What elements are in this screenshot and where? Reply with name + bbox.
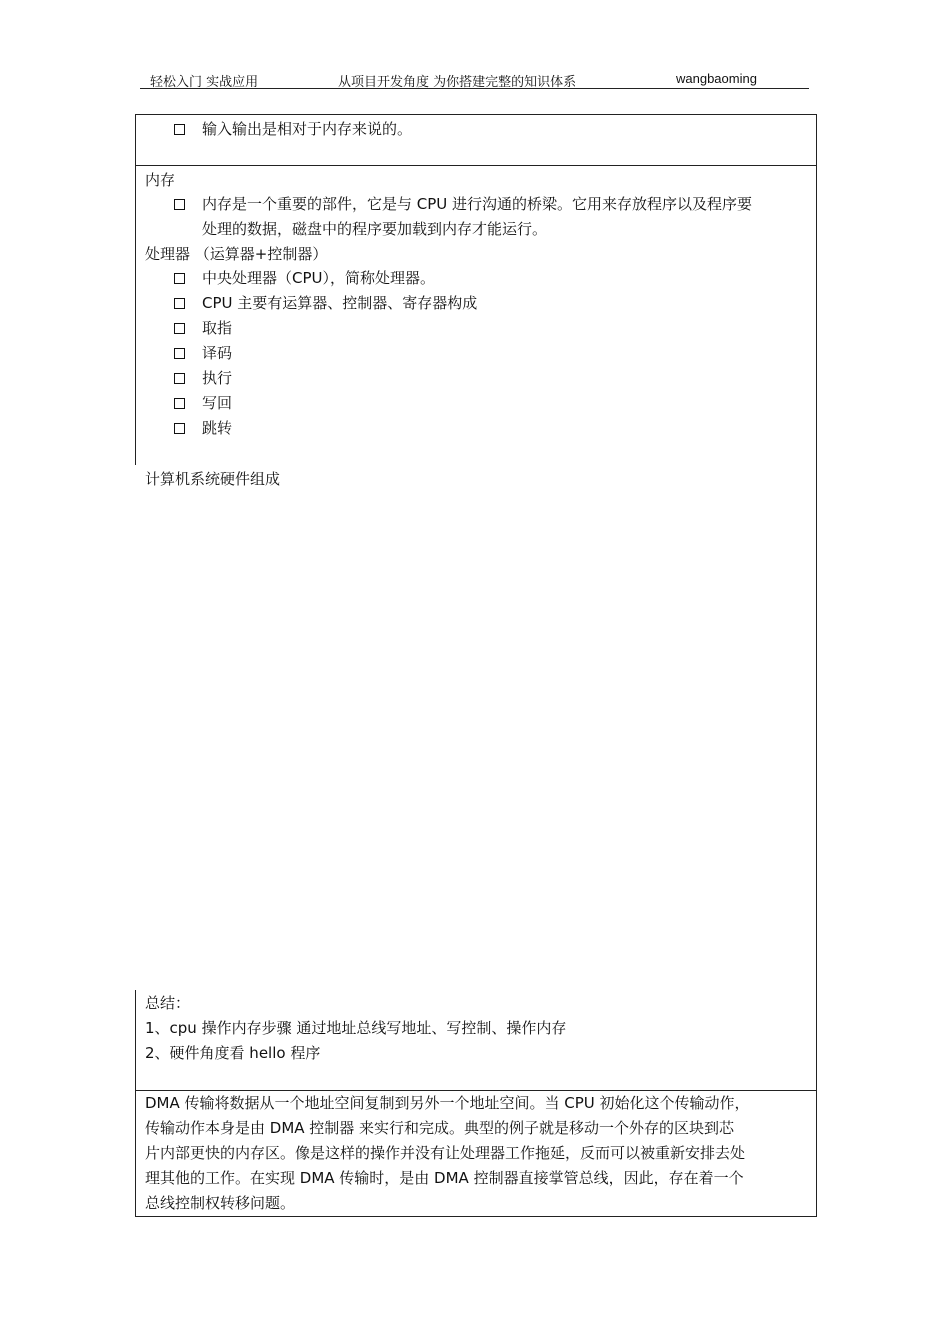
dma-line: 传输动作本身是由 DMA 控制器 来实行和完成。典型的例子就是移动一个外存的区块到芯 <box>145 1119 735 1137</box>
processor-bullet-text: CPU 主要有运算器、控制器、寄存器构成 <box>202 294 478 312</box>
checkbox-bullet-icon <box>174 124 185 135</box>
checkbox-bullet-icon <box>174 273 185 284</box>
row-divider-1 <box>135 165 817 166</box>
header-left-text: 轻松入门 实战应用 <box>150 75 259 90</box>
dma-line: 总线控制权转移问题。 <box>145 1194 296 1212</box>
dma-line: 片内部更快的内存区。像是这样的操作并没有让处理器工作拖延，反而可以被重新安排去处 <box>145 1144 746 1162</box>
page-header <box>140 70 809 89</box>
checkbox-bullet-icon <box>174 199 185 210</box>
checkbox-bullet-icon <box>174 298 185 309</box>
table-left-border-upper <box>135 114 136 465</box>
table-bottom-border <box>135 1216 817 1217</box>
table-right-border <box>816 114 817 1217</box>
memory-heading: 内存 <box>145 171 176 189</box>
summary-heading: 总结： <box>145 994 191 1012</box>
processor-bullet-text: 执行 <box>202 369 233 387</box>
header-middle-text: 从项目开发角度 为你搭建完整的知识体系 <box>338 75 577 90</box>
processor-bullet-text: 译码 <box>202 344 233 362</box>
processor-bullet-text: 取指 <box>202 319 233 337</box>
hardware-title: 计算机系统硬件组成 <box>145 470 281 488</box>
processor-bullet-text: 中央处理器（CPU），简称处理器。 <box>202 269 435 287</box>
processor-bullet-text: 跳转 <box>202 419 233 437</box>
memory-bullet-line2: 处理的数据，磁盘中的程序要加载到内存才能运行。 <box>202 220 548 238</box>
memory-bullet-line1: 内存是一个重要的部件，它是与 CPU 进行沟通的桥梁。它用来存放程序以及程序要 <box>202 195 753 213</box>
summary-line-1: 1、cpu 操作内存步骤 通过地址总线写地址、写控制、操作内存 <box>145 1019 567 1037</box>
checkbox-bullet-icon <box>174 373 185 384</box>
summary-line-2: 2、硬件角度看 hello 程序 <box>145 1044 321 1062</box>
processor-heading: 处理器 （运算器+控制器） <box>145 245 328 263</box>
io-bullet-text: 输入输出是相对于内存来说的。 <box>202 120 413 138</box>
table-left-border-lower <box>135 990 136 1217</box>
dma-line: DMA 传输将数据从一个地址空间复制到另外一个地址空间。当 CPU 初始化这个传输动作， <box>145 1094 750 1112</box>
table-top-border <box>135 114 817 115</box>
checkbox-bullet-icon <box>174 398 185 409</box>
checkbox-bullet-icon <box>174 348 185 359</box>
checkbox-bullet-icon <box>174 423 185 434</box>
header-author-text: wangbaoming <box>676 71 757 86</box>
processor-bullet-text: 写回 <box>202 394 233 412</box>
dma-paragraph <box>145 1091 809 1216</box>
dma-line: 理其他的工作。在实现 DMA 传输时，是由 DMA 控制器直接掌管总线，因此，存在着一个 <box>145 1169 744 1187</box>
checkbox-bullet-icon <box>174 323 185 334</box>
